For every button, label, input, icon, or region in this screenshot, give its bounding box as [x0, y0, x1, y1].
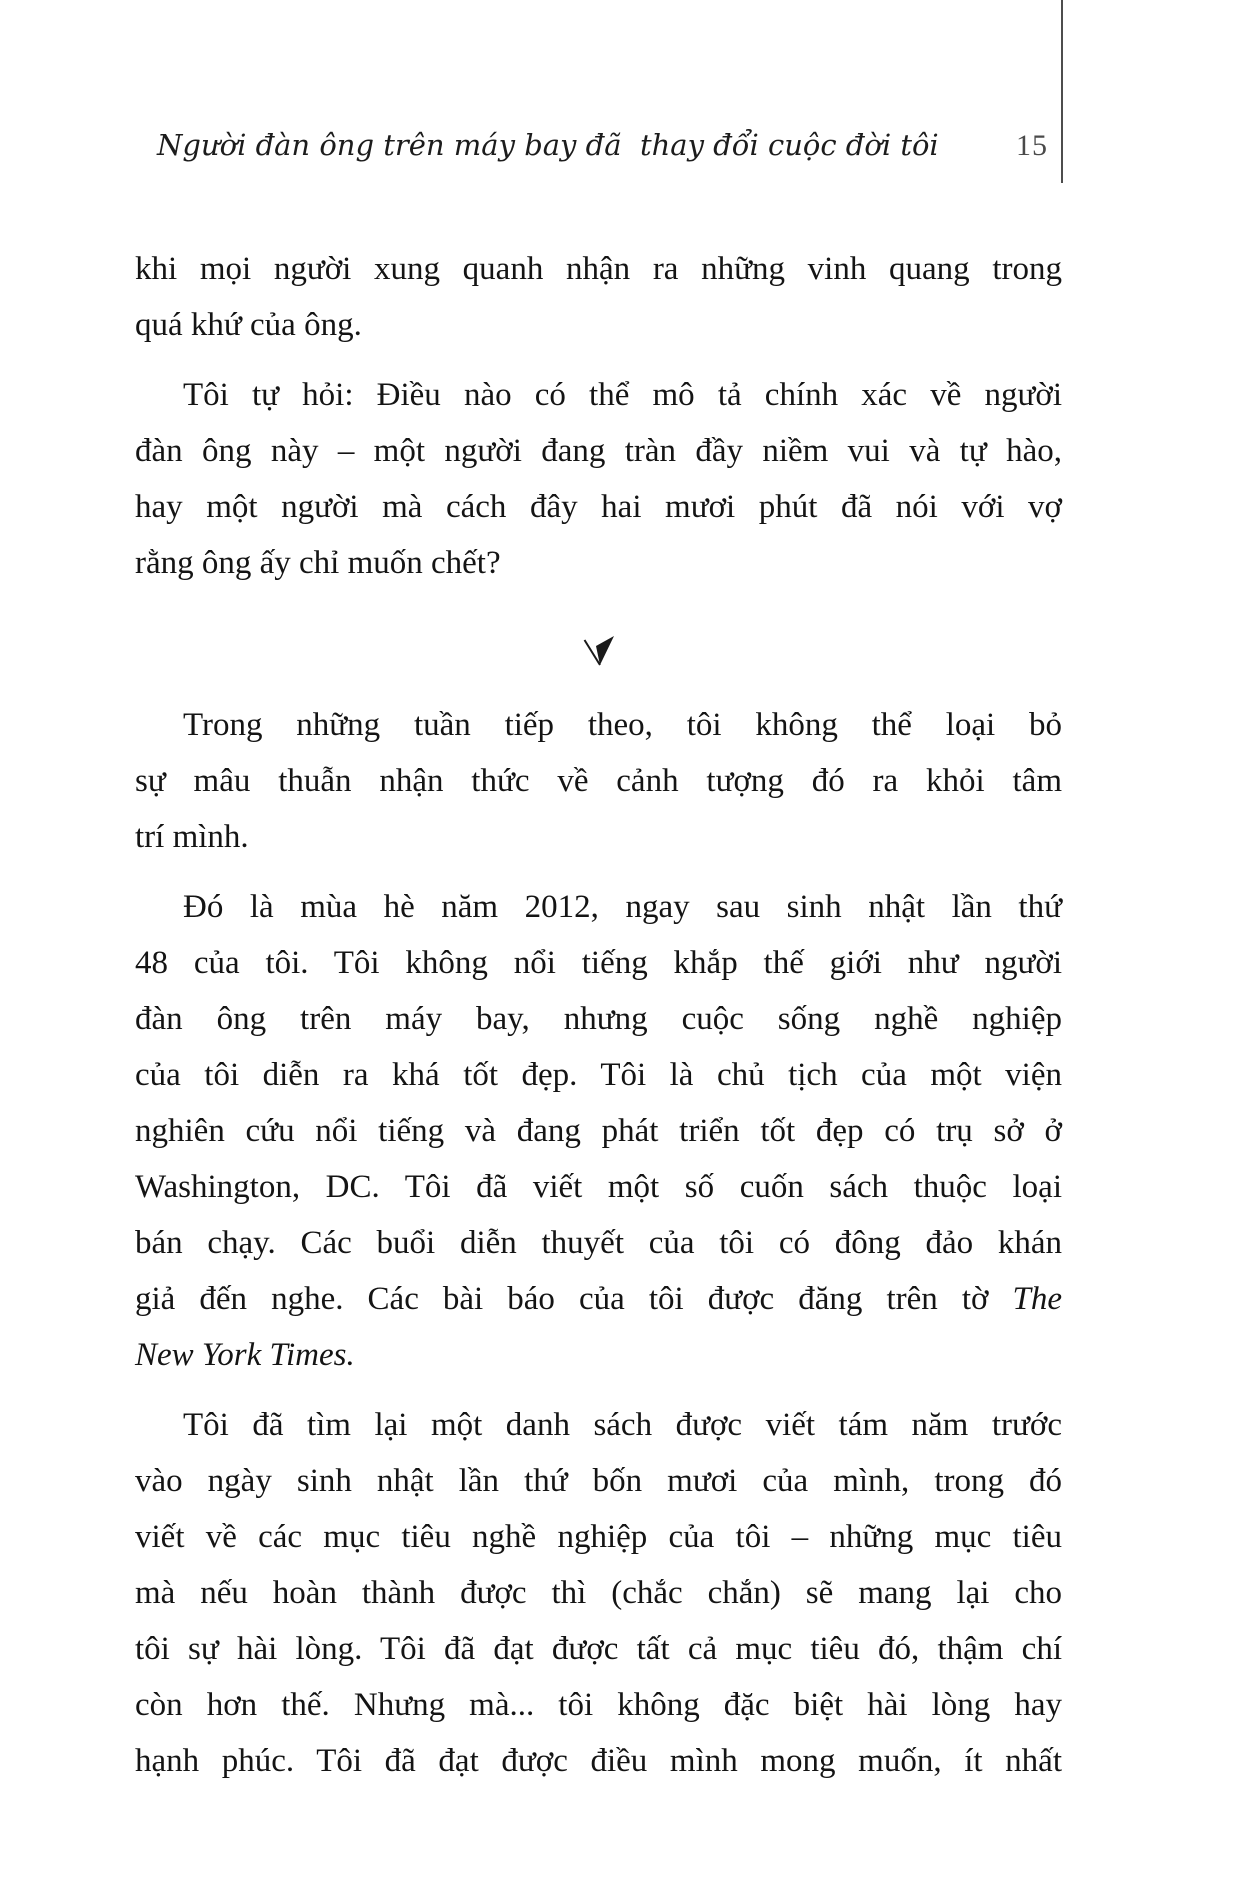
text-line: còn hơn thế. Nhưng mà... tôi không đặc biệt hài lòng hay [135, 1687, 1062, 1723]
text-line: sự mâu thuẫn nhận thức về cảnh tượng đó ra khỏi tâm [135, 763, 1062, 799]
text-line: đàn ông này – một người đang tràn đầy niềm vui và tự hào, [135, 433, 1062, 469]
text-line: quá khứ của ông. [135, 307, 362, 343]
section-divider [135, 605, 1062, 697]
text-line: đàn ông trên máy bay, nhưng cuộc sống nghề nghiệp [135, 1001, 1062, 1037]
dart-down-icon [581, 633, 617, 669]
text-line [135, 1271, 1062, 1327]
body-text [135, 241, 1062, 1789]
text-line: của tôi diễn ra khá tốt đẹp. Tôi là chủ tịch của một viện [135, 1057, 1062, 1093]
paragraph [135, 367, 1062, 591]
text-line: rằng ông ấy chỉ muốn chết? [135, 545, 501, 581]
text-line: New York Times. [135, 1337, 355, 1373]
paragraph [135, 1397, 1062, 1789]
text-line: vào ngày sinh nhật lần thứ bốn mươi của mình, trong đó [135, 1463, 1062, 1499]
text-line: Đó là mùa hè năm 2012, ngay sau sinh nhật lần thứ [183, 889, 1062, 925]
text-line: Tôi đã tìm lại một danh sách được viết tám năm trước [183, 1407, 1062, 1443]
text-line: Washington, DC. Tôi đã viết một số cuốn sách thuộc loại [135, 1169, 1062, 1205]
text-line: hay một người mà cách đây hai mươi phút đã nói với vợ [135, 489, 1062, 525]
text-line: khi mọi người xung quanh nhận ra những vinh quang trong [135, 251, 1062, 287]
text-line: viết về các mục tiêu nghề nghiệp của tôi – những mục tiêu [135, 1519, 1062, 1555]
running-header [135, 128, 1062, 163]
text-line: tôi sự hài lòng. Tôi đã đạt được tất cả mục tiêu đó, thậm chí [135, 1631, 1062, 1667]
text-segment-italic: The [1012, 1281, 1062, 1317]
text-line: nghiên cứu nổi tiếng và đang phát triển tốt đẹp có trụ sở ở [135, 1113, 1062, 1149]
text-line: 48 của tôi. Tôi không nổi tiếng khắp thế giới như người [135, 945, 1062, 981]
paragraph [135, 697, 1062, 865]
running-title: Người đàn ông trên máy bay đã thay đổi cuộc đời tôi [157, 128, 939, 162]
page-number: 15 [1016, 129, 1048, 162]
text-line: Tôi tự hỏi: Điều nào có thể mô tả chính xác về người [183, 377, 1062, 413]
paragraph [135, 241, 1062, 353]
text-line: bán chạy. Các buổi diễn thuyết của tôi có đông đảo khán [135, 1225, 1062, 1261]
text-line: hạnh phúc. Tôi đã đạt được điều mình mong muốn, ít nhất [135, 1743, 1062, 1779]
text-line: Trong những tuần tiếp theo, tôi không thể loại bỏ [183, 707, 1062, 743]
text-line: trí mình. [135, 819, 249, 855]
paragraph [135, 879, 1062, 1383]
text-segment: giả đến nghe. Các bài báo của tôi được đăng trên tờ [135, 1281, 1013, 1317]
text-line: mà nếu hoàn thành được thì (chắc chắn) sẽ mang lại cho [135, 1575, 1062, 1611]
page-content [135, 0, 1062, 1789]
